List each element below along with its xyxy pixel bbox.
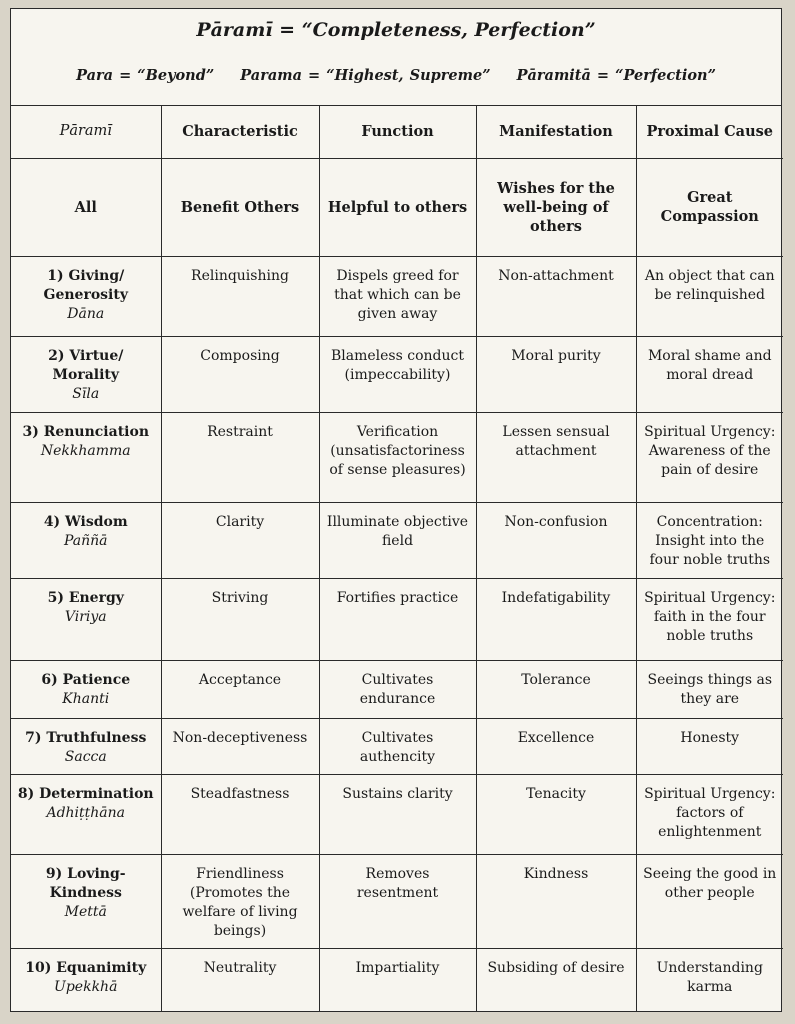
parami-name: 9) Loving-Kindness [45,865,126,901]
parami-pali: Upekkhā [54,978,118,995]
cause-cell: Honesty [636,718,783,774]
parami-name: 4) Wisdom [43,513,128,530]
characteristic-cell: Acceptance [161,660,319,718]
function-cell: Dispels greed for that which can be given away [319,256,476,336]
parami-pali: Viriya [64,608,107,625]
parami-cell [11,660,161,718]
parami-cell [11,578,161,660]
subtitle [11,67,781,84]
all-characteristic: Benefit Others [161,158,319,256]
characteristic-cell: Striving [161,578,319,660]
parami-name: 3) Renunciation [22,423,150,440]
table-row [11,578,783,660]
characteristic-cell: Non-deceptiveness [161,718,319,774]
manifestation-cell: Non-attachment [476,256,636,336]
parami-cell [11,336,161,412]
table-row [11,336,783,412]
parami-name: 10) Equanimity [25,959,147,976]
function-cell: Illuminate objective field [319,502,476,578]
cause-cell: Moral shame and moral dread [636,336,783,412]
parami-pali: Mettā [64,903,107,920]
manifestation-cell: Moral purity [476,336,636,412]
column-header-row [11,106,783,158]
manifestation-cell: Excellence [476,718,636,774]
parami-pali: Khanti [62,690,110,707]
characteristic-cell: Composing [161,336,319,412]
function-cell: Fortifies practice [319,578,476,660]
characteristic-cell: Relinquishing [161,256,319,336]
subtitle-para: Para = “Beyond” [76,67,215,84]
subtitle-paramita: Pāramitā = “Perfection” [516,67,716,84]
cause-cell: Spiritual Urgency: factors of enlightenment [636,774,783,854]
manifestation-cell: Non-confusion [476,502,636,578]
table-row [11,660,783,718]
all-manifestation: Wishes for the well-being of others [476,158,636,256]
parami-cell [11,718,161,774]
parami-cell [11,412,161,502]
parami-pali: Adhiṭṭhāna [46,804,126,821]
parami-name: 8) Determination [17,785,154,802]
parami-pali: Paññā [63,532,108,549]
parami-cell [11,774,161,854]
parami-table [11,106,783,1012]
function-cell: Verification (unsatisfactoriness of sense pleasures) [319,412,476,502]
column-header: Characteristic [161,106,319,158]
manifestation-cell: Subsiding of desire [476,948,636,1012]
table-row [11,256,783,336]
function-cell: Blameless conduct (impeccability) [319,336,476,412]
parami-pali: Sīla [72,385,100,402]
table-row [11,774,783,854]
cause-cell: Spiritual Urgency: faith in the four noble truths [636,578,783,660]
column-header: Function [319,106,476,158]
cause-cell: Seeing the good in other people [636,854,783,948]
column-header: Proximal Cause [636,106,783,158]
manifestation-cell: Kindness [476,854,636,948]
all-row [11,158,783,256]
table-row [11,718,783,774]
parami-name: 6) Patience [41,671,131,688]
parami-pali: Sacca [64,748,107,765]
all-function: Helpful to others [319,158,476,256]
cause-cell: Concentration: Insight into the four noble truths [636,502,783,578]
parami-name: 5) Energy [47,589,124,606]
cause-cell: Spiritual Urgency: Awareness of the pain of desire [636,412,783,502]
manifestation-cell: Indefatigability [476,578,636,660]
parami-cell [11,256,161,336]
function-cell: Sustains clarity [319,774,476,854]
all-cause: Great Compassion [636,158,783,256]
column-header: Manifestation [476,106,636,158]
function-cell: Impartiality [319,948,476,1012]
table-row [11,502,783,578]
page-title: Pāramī = “Completeness, Perfection” [196,19,596,41]
cause-cell: Seeings things as they are [636,660,783,718]
parami-cell [11,854,161,948]
table-row [11,412,783,502]
parami-name: 2) Virtue/ Morality [48,347,124,383]
manifestation-cell: Tolerance [476,660,636,718]
characteristic-cell: Restraint [161,412,319,502]
all-label: All [11,158,161,256]
characteristic-cell: Steadfastness [161,774,319,854]
characteristic-cell: Clarity [161,502,319,578]
parami-table-sheet [10,8,782,1012]
table-row [11,854,783,948]
parami-name: 7) Truthfulness [25,729,147,746]
characteristic-cell: Friendliness (Promotes the welfare of living beings) [161,854,319,948]
parami-name: 1) Giving/ Generosity [43,267,128,303]
manifestation-cell: Lessen sensual attachment [476,412,636,502]
column-header: Pāramī [11,106,161,158]
parami-cell [11,502,161,578]
parami-cell [11,948,161,1012]
function-cell: Cultivates endurance [319,660,476,718]
subtitle-parama: Parama = “Highest, Supreme” [240,67,491,84]
function-cell: Removes resentment [319,854,476,948]
manifestation-cell: Tenacity [476,774,636,854]
parami-pali: Nekkhamma [40,442,131,459]
parami-pali: Dāna [67,305,105,322]
cause-cell: An object that can be relinquished [636,256,783,336]
table-header [11,9,781,106]
characteristic-cell: Neutrality [161,948,319,1012]
cause-cell: Understanding karma [636,948,783,1012]
function-cell: Cultivates authencity [319,718,476,774]
table-row [11,948,783,1012]
